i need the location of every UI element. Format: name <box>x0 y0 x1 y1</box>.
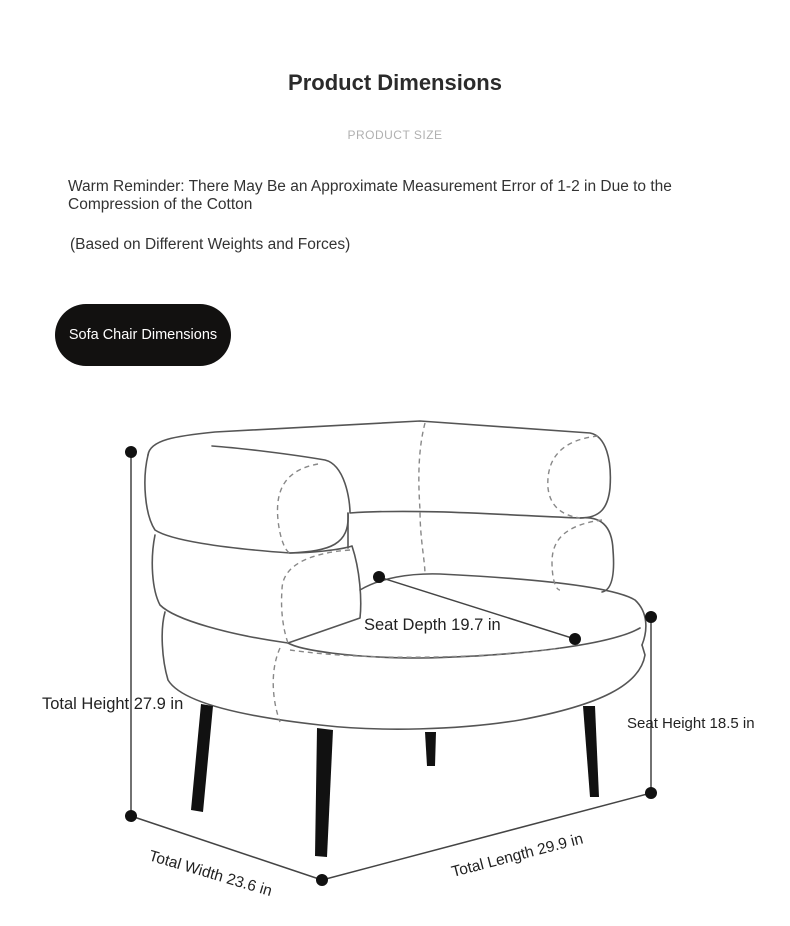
chair-legs <box>191 704 599 857</box>
seat-height-label: Seat Height 18.5 in <box>627 715 755 732</box>
page-title: Product Dimensions <box>288 70 502 95</box>
chair-outline <box>145 421 646 729</box>
total-height-label: Total Height 27.9 in <box>42 695 184 713</box>
total-length-label: Total Length 29.9 in <box>449 830 586 881</box>
page-subtitle: PRODUCT SIZE <box>347 128 443 142</box>
section-badge: Sofa Chair Dimensions <box>55 304 231 366</box>
seat-depth-label: Seat Depth 19.7 in <box>364 616 501 634</box>
basis-note: (Based on Different Weights and Forces) <box>70 236 351 253</box>
total-width-label: Total Width 23.6 in <box>146 847 274 901</box>
chair-seams <box>273 423 602 722</box>
dimension-lines <box>131 452 651 880</box>
warm-reminder-text: Warm Reminder: There May Be an Approximate Measurement Error of 1-2 in Due to the Compression of the Cotton <box>68 178 672 213</box>
